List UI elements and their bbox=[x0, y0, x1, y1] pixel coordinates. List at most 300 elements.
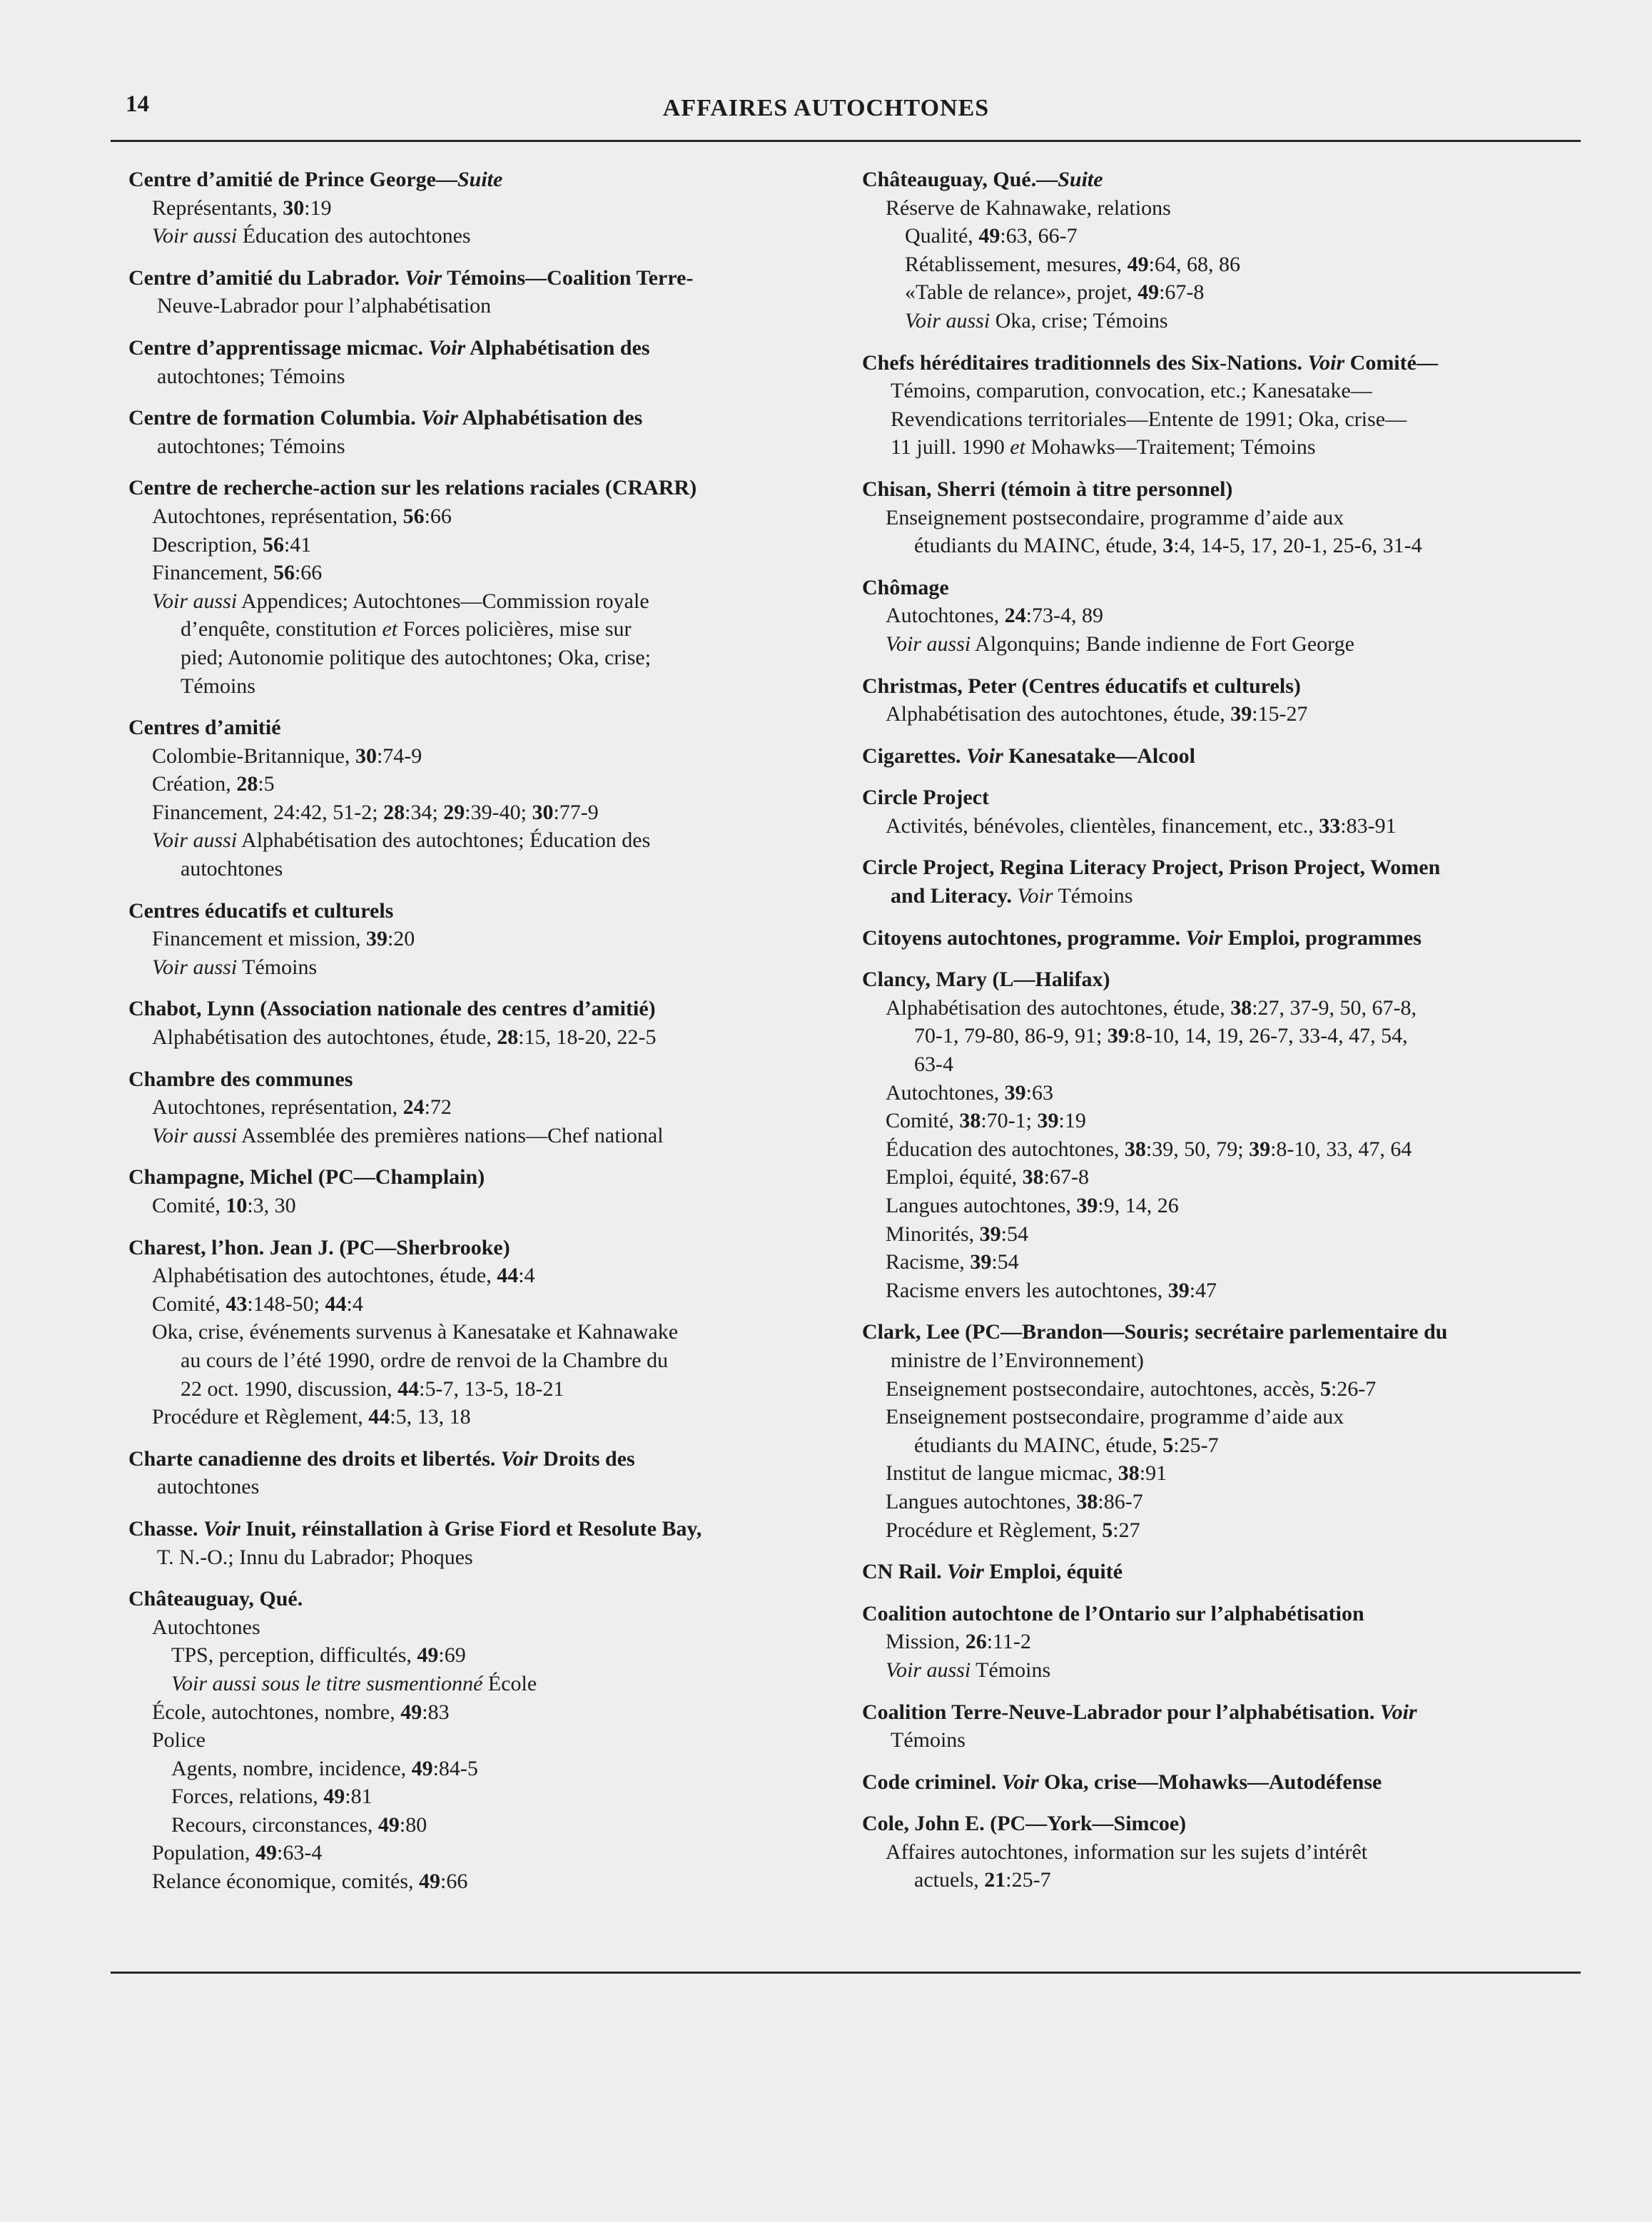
text-run: Description, bbox=[152, 532, 263, 557]
text-run: Alphabétisation des autochtones, étude, bbox=[152, 1264, 497, 1288]
index-column-right bbox=[862, 166, 1576, 1908]
subentry-continuation bbox=[128, 1375, 828, 1404]
text-run bbox=[996, 1770, 1002, 1794]
text-run: 39 bbox=[970, 1250, 992, 1274]
text-run: Forces policières, mise sur bbox=[397, 617, 632, 641]
text-run: Centre de formation Columbia. bbox=[128, 406, 416, 430]
subentry bbox=[862, 602, 1576, 630]
subentry bbox=[862, 1375, 1576, 1404]
text-run: Témoins bbox=[1053, 884, 1133, 908]
entry-heading-continuation bbox=[128, 432, 828, 461]
text-run: Voir bbox=[405, 265, 442, 290]
entry-heading bbox=[128, 404, 828, 432]
entry-heading bbox=[128, 897, 828, 925]
text-run: Témoins bbox=[971, 1658, 1051, 1682]
text-run: Voir bbox=[1379, 1700, 1417, 1724]
text-run: 38 bbox=[1124, 1137, 1146, 1161]
text-run: Châteauguay, Qué.— bbox=[862, 168, 1058, 191]
text-run: Charte canadienne des droits et libertés. bbox=[128, 1446, 496, 1471]
text-run: ministre de l’Environnement) bbox=[891, 1348, 1144, 1372]
entry-heading bbox=[862, 853, 1576, 882]
text-run: (PC—York—Simcoe) bbox=[984, 1812, 1187, 1836]
text-run: Voir bbox=[966, 744, 1003, 768]
text-run: Forces, relations, bbox=[171, 1785, 324, 1809]
text-run: Autochtones, bbox=[886, 604, 1005, 628]
text-run: Cigarettes. bbox=[862, 744, 961, 768]
subentry bbox=[862, 1403, 1576, 1431]
text-run: 49 bbox=[377, 1812, 400, 1837]
subentry bbox=[862, 1277, 1576, 1305]
text-run: 56 bbox=[402, 504, 425, 528]
text-run: :54 bbox=[1000, 1222, 1029, 1246]
text-run: Minorités, bbox=[886, 1222, 980, 1246]
text-run bbox=[423, 336, 429, 360]
text-run: Chômage bbox=[862, 575, 949, 599]
text-run: 49 bbox=[419, 1870, 441, 1894]
entry-heading-continuation bbox=[862, 1726, 1576, 1755]
text-run: and Literacy. bbox=[891, 884, 1012, 908]
subentry-continuation bbox=[128, 672, 828, 701]
text-run: :74-9 bbox=[376, 744, 422, 768]
text-run: Colombie-Britannique, bbox=[152, 744, 355, 768]
text-run: 56 bbox=[273, 561, 295, 585]
text-run: Voir aussi bbox=[152, 224, 238, 248]
index-entry bbox=[128, 1163, 828, 1219]
text-run: Réserve de Kahnawake, relations bbox=[886, 196, 1171, 220]
text-run: 39 bbox=[1076, 1194, 1098, 1217]
index-entry bbox=[128, 897, 828, 982]
text-run: pied; Autonomie politique des autochtones; Oka, crise; bbox=[181, 645, 652, 669]
entry-heading bbox=[128, 264, 828, 293]
entry-heading bbox=[862, 1318, 1576, 1346]
entry-heading bbox=[862, 1810, 1576, 1838]
entry-heading bbox=[128, 334, 828, 362]
text-run: :63 bbox=[1025, 1080, 1053, 1105]
text-run: 49 bbox=[1137, 280, 1160, 305]
text-run: Voir aussi bbox=[886, 1658, 971, 1682]
text-run: Algonquins; Bande indienne de Fort George bbox=[971, 631, 1354, 656]
text-run: Citoyens autochtones, programme. bbox=[862, 925, 1181, 950]
text-run: autochtones bbox=[157, 1475, 260, 1499]
text-run: 39 bbox=[1107, 1024, 1129, 1048]
text-run: 5 bbox=[1319, 1376, 1331, 1401]
text-run: 24 bbox=[1004, 604, 1026, 628]
text-run: :67-8 bbox=[1159, 280, 1205, 305]
text-run: 24 bbox=[402, 1095, 425, 1120]
text-run: 44 bbox=[497, 1264, 519, 1288]
entry-heading bbox=[128, 1065, 828, 1094]
text-run: Assemblée des premières nations—Chef national bbox=[237, 1123, 664, 1147]
text-run: Voir aussi sous le titre susmentionné bbox=[171, 1671, 483, 1695]
subentry bbox=[862, 1192, 1576, 1220]
text-run: Population, bbox=[152, 1841, 256, 1865]
text-run: Création, bbox=[152, 772, 237, 796]
text-run: :47 bbox=[1189, 1278, 1217, 1302]
text-run: Procédure et Règlement, bbox=[152, 1405, 369, 1429]
text-run: École bbox=[482, 1671, 537, 1695]
entry-heading bbox=[862, 349, 1576, 377]
text-run: 49 bbox=[978, 224, 1000, 248]
text-run: :5 bbox=[258, 772, 275, 796]
footer-rule bbox=[111, 1972, 1581, 1974]
text-run: 21 bbox=[984, 1868, 1006, 1892]
text-run: Procédure et Règlement, bbox=[886, 1518, 1103, 1542]
text-run: Autochtones, représentation, bbox=[152, 504, 403, 528]
text-run: Agents, nombre, incidence, bbox=[171, 1756, 412, 1780]
index-entry bbox=[862, 1768, 1576, 1797]
text-run: 49 bbox=[255, 1841, 278, 1865]
text-run: :34; bbox=[405, 800, 444, 824]
text-run: (PC—Champlain) bbox=[313, 1165, 485, 1189]
text-run: et bbox=[1010, 435, 1025, 460]
text-run: autochtones; Témoins bbox=[157, 364, 345, 388]
text-run: Témoins bbox=[181, 674, 255, 698]
index-entry bbox=[128, 1065, 828, 1150]
text-run: Voir bbox=[947, 1560, 984, 1584]
text-run: :26-7 bbox=[1330, 1376, 1377, 1401]
index-entry bbox=[128, 1234, 828, 1431]
subentry bbox=[862, 1516, 1576, 1545]
text-run: 63-4 bbox=[914, 1052, 953, 1077]
text-run: 38 bbox=[1076, 1489, 1098, 1513]
text-run: :64, 68, 86 bbox=[1148, 252, 1240, 276]
text-run: autochtones bbox=[181, 857, 283, 881]
text-run: :4 bbox=[518, 1264, 535, 1288]
entry-heading bbox=[128, 1163, 828, 1192]
entry-heading bbox=[862, 1768, 1576, 1797]
entry-heading bbox=[862, 574, 1576, 602]
text-run: Financement, bbox=[152, 561, 273, 585]
text-run: 38 bbox=[959, 1109, 981, 1133]
text-run: :63-4 bbox=[277, 1841, 323, 1865]
index-entry bbox=[128, 714, 828, 883]
index-entry bbox=[128, 1515, 828, 1571]
text-run: 56 bbox=[262, 532, 284, 557]
text-run: 49 bbox=[411, 1756, 433, 1780]
text-run: (PC—Brandon—Souris; secrétaire parlementaire du bbox=[959, 1320, 1448, 1344]
index-entry bbox=[862, 1698, 1576, 1755]
text-run: Comité, bbox=[152, 1292, 226, 1316]
text-run: Emploi, équité bbox=[983, 1560, 1123, 1584]
subentry bbox=[128, 1318, 828, 1346]
text-run: :5, 13, 18 bbox=[390, 1405, 471, 1429]
subentry bbox=[862, 1628, 1576, 1656]
subentry bbox=[128, 194, 828, 223]
text-run: 49 bbox=[417, 1643, 439, 1668]
text-run: :15, 18-20, 22-5 bbox=[518, 1025, 657, 1050]
entry-heading bbox=[862, 1558, 1576, 1586]
text-run: Voir bbox=[1001, 1770, 1039, 1794]
text-run: :19 bbox=[1058, 1109, 1086, 1133]
text-run: d’enquête, constitution bbox=[181, 617, 382, 641]
subentry bbox=[128, 1698, 828, 1727]
text-run: Alphabétisation des autochtones; Éducation des bbox=[237, 828, 651, 853]
text-run: 30 bbox=[283, 196, 305, 220]
index-entry bbox=[862, 1318, 1576, 1544]
subentry-continuation bbox=[862, 1431, 1576, 1460]
text-run: Clark, Lee bbox=[862, 1320, 960, 1344]
subentry bbox=[862, 1838, 1576, 1867]
index-column-left bbox=[128, 166, 828, 1909]
sub-subentry bbox=[128, 1641, 828, 1670]
text-run: :8-10, 14, 19, 26-7, 33-4, 47, 54, bbox=[1128, 1024, 1408, 1048]
sub-subentry bbox=[862, 278, 1576, 307]
text-run: :70-1; bbox=[980, 1109, 1038, 1133]
index-entry bbox=[862, 672, 1576, 729]
text-run: Racisme, bbox=[886, 1250, 971, 1274]
text-run: 11 juill. 1990 bbox=[891, 435, 1010, 460]
text-run: Autochtones, bbox=[886, 1080, 1005, 1105]
text-run: 29 bbox=[443, 800, 465, 824]
text-run: Financement et mission, bbox=[152, 927, 366, 951]
text-run: Voir aussi bbox=[152, 1123, 238, 1147]
text-run: :15-27 bbox=[1252, 702, 1308, 726]
text-run: Voir bbox=[428, 335, 466, 360]
text-run: 5 bbox=[1162, 1433, 1174, 1457]
text-run: Circle Project bbox=[862, 786, 989, 810]
header-rule bbox=[111, 140, 1581, 142]
index-entry bbox=[128, 1445, 828, 1501]
text-run: Racisme envers les autochtones, bbox=[886, 1278, 1168, 1302]
subentry bbox=[862, 194, 1576, 223]
text-run: 3 bbox=[1162, 534, 1174, 558]
subentry bbox=[862, 1656, 1576, 1685]
text-run: 39 bbox=[1167, 1278, 1190, 1302]
text-run: 44 bbox=[397, 1376, 420, 1401]
text-run: :54 bbox=[991, 1250, 1019, 1274]
index-entry bbox=[862, 853, 1576, 910]
text-run: Comité, bbox=[152, 1194, 226, 1217]
entry-heading-continuation bbox=[862, 377, 1576, 405]
subentry bbox=[128, 953, 828, 982]
subentry bbox=[862, 504, 1576, 532]
text-run: :19 bbox=[304, 196, 332, 220]
entry-heading bbox=[128, 1585, 828, 1613]
subentry bbox=[128, 531, 828, 559]
entry-heading-continuation bbox=[128, 292, 828, 320]
text-run: :77-9 bbox=[553, 800, 599, 824]
text-run: Mission, bbox=[886, 1630, 966, 1654]
index-entry bbox=[128, 474, 828, 700]
text-run: Rétablissement, mesures, bbox=[905, 252, 1127, 276]
subentry bbox=[128, 770, 828, 798]
text-run: Voir aussi bbox=[152, 589, 238, 613]
text-run: 30 bbox=[532, 800, 554, 824]
subentry bbox=[862, 1135, 1576, 1164]
text-run: (L—Halifax) bbox=[986, 968, 1110, 992]
text-run bbox=[400, 266, 405, 290]
text-run bbox=[198, 1517, 204, 1541]
subentry bbox=[862, 1163, 1576, 1192]
subentry bbox=[862, 812, 1576, 841]
running-title: AFFAIRES AUTOCHTONES bbox=[662, 95, 990, 121]
entry-heading bbox=[862, 965, 1576, 994]
text-run: Oka, crise—Mohawks—Autodéfense bbox=[1038, 1770, 1382, 1794]
entry-heading-continuation bbox=[862, 882, 1576, 910]
text-run: Emploi, programmes bbox=[1222, 925, 1422, 950]
subentry bbox=[128, 826, 828, 855]
text-run: Charest, l’hon. Jean J. bbox=[128, 1235, 334, 1259]
subentry bbox=[128, 502, 828, 531]
text-run: 22 oct. 1990, discussion, bbox=[181, 1376, 398, 1401]
text-run: :4 bbox=[346, 1292, 363, 1316]
text-run: Chefs héréditaires traditionnels des Six-Nations. bbox=[862, 350, 1302, 375]
subentry bbox=[862, 1079, 1576, 1107]
text-run: actuels, bbox=[914, 1868, 985, 1892]
text-run: Comité, bbox=[886, 1109, 960, 1133]
subentry bbox=[128, 587, 828, 616]
subentry bbox=[128, 1262, 828, 1290]
text-run: :80 bbox=[399, 1812, 427, 1837]
text-run: :66 bbox=[440, 1870, 468, 1894]
text-run: Éducation des autochtones bbox=[237, 224, 471, 248]
text-run: :41 bbox=[283, 532, 312, 557]
subentry bbox=[128, 1093, 828, 1122]
text-run: Affaires autochtones, information sur les sujets d’intérêt bbox=[886, 1840, 1368, 1864]
entry-heading-continuation bbox=[862, 433, 1576, 462]
subentry bbox=[862, 1248, 1576, 1277]
text-run: Emploi, équité, bbox=[886, 1165, 1023, 1189]
text-run: :73-4, 89 bbox=[1025, 604, 1103, 628]
text-run: :84-5 bbox=[432, 1756, 478, 1780]
text-run: Cole, John E. bbox=[862, 1812, 985, 1836]
text-run: :9, 14, 26 bbox=[1098, 1194, 1179, 1217]
text-run bbox=[1180, 926, 1186, 950]
text-run: Centres d’amitié bbox=[128, 716, 281, 740]
text-run: Oka, crise; Témoins bbox=[990, 308, 1168, 333]
text-run: Voir bbox=[1307, 350, 1345, 375]
text-run: Centre d’amitié du Labrador. bbox=[128, 265, 400, 290]
sub-subentry bbox=[128, 1670, 828, 1698]
subentry-continuation bbox=[862, 1022, 1576, 1050]
text-run: Témoins, comparution, convocation, etc.; Kanesatake— bbox=[891, 379, 1372, 403]
text-run: :67-8 bbox=[1043, 1165, 1089, 1189]
text-run: autochtones; Témoins bbox=[157, 434, 345, 458]
text-run: 39 bbox=[1230, 702, 1252, 726]
text-run: Voir aussi bbox=[905, 308, 990, 333]
subentry bbox=[862, 1488, 1576, 1516]
text-run: 39 bbox=[1037, 1109, 1059, 1133]
index-entry bbox=[128, 995, 828, 1051]
index-entry bbox=[862, 1558, 1576, 1586]
text-run: Suite bbox=[457, 168, 503, 191]
text-run: :81 bbox=[345, 1785, 373, 1809]
subentry bbox=[128, 798, 828, 827]
text-run: Châteauguay, Qué. bbox=[128, 1587, 303, 1611]
index-entry bbox=[862, 965, 1576, 1304]
sub-subentry bbox=[128, 1755, 828, 1783]
text-run: Autochtones, représentation, bbox=[152, 1095, 403, 1120]
text-run: 5 bbox=[1102, 1518, 1113, 1542]
entry-heading bbox=[128, 714, 828, 742]
text-run: 70-1, 79-80, 86-9, 91; bbox=[914, 1024, 1108, 1048]
text-run: 44 bbox=[368, 1405, 390, 1429]
text-run: Centres éducatifs et culturels bbox=[128, 898, 394, 923]
entry-heading bbox=[862, 1698, 1576, 1727]
index-entry bbox=[862, 1600, 1576, 1685]
subentry bbox=[862, 994, 1576, 1023]
text-run: :5-7, 13-5, 18-21 bbox=[419, 1376, 564, 1401]
entry-heading bbox=[862, 924, 1576, 953]
index-entry bbox=[128, 264, 828, 320]
text-run: Témoins—Coalition Terre- bbox=[442, 265, 694, 290]
text-run: Oka, crise, événements survenus à Kanesatake et Kahnawake bbox=[152, 1320, 679, 1344]
text-run: (Association nationale des centres d’amitié) bbox=[254, 997, 656, 1021]
text-run: Chambre des communes bbox=[128, 1067, 353, 1091]
text-run: 38 bbox=[1230, 995, 1252, 1020]
text-run: Code criminel. bbox=[862, 1770, 997, 1794]
entry-heading-continuation bbox=[862, 1346, 1576, 1375]
index-entry bbox=[862, 783, 1576, 840]
text-run: École, autochtones, nombre, bbox=[152, 1700, 401, 1724]
text-run: 28 bbox=[383, 800, 405, 824]
text-run: :39-40; bbox=[465, 800, 532, 824]
text-run: Langues autochtones, bbox=[886, 1489, 1077, 1513]
text-run: :66 bbox=[424, 504, 452, 528]
index-entry bbox=[862, 475, 1576, 560]
text-run: étudiants du MAINC, étude, bbox=[914, 1433, 1163, 1457]
text-run: 49 bbox=[323, 1785, 345, 1809]
text-run: étudiants du MAINC, étude, bbox=[914, 534, 1163, 558]
text-run: Mohawks—Traitement; Témoins bbox=[1025, 435, 1316, 460]
text-run: :20 bbox=[387, 927, 415, 951]
index-entry bbox=[128, 404, 828, 460]
text-run: 43 bbox=[225, 1292, 248, 1316]
text-run: 39 bbox=[365, 927, 387, 951]
text-run: Alphabétisation des autochtones, étude, bbox=[886, 995, 1231, 1020]
subentry-continuation bbox=[128, 855, 828, 883]
text-run: 39 bbox=[1004, 1080, 1026, 1105]
text-run: Voir aussi bbox=[886, 631, 971, 656]
text-run: Autochtones bbox=[152, 1615, 260, 1639]
sub-subentry bbox=[862, 222, 1576, 250]
text-run: Recours, circonstances, bbox=[171, 1812, 378, 1837]
text-run: 49 bbox=[400, 1700, 422, 1724]
text-run: Chasse. bbox=[128, 1516, 198, 1541]
text-run: 38 bbox=[1118, 1461, 1140, 1486]
entry-heading bbox=[128, 1234, 828, 1262]
sub-subentry bbox=[128, 1811, 828, 1840]
text-run: Champagne, Michel bbox=[128, 1165, 313, 1189]
text-run: TPS, perception, difficultés, bbox=[171, 1643, 417, 1668]
text-run: Qualité, bbox=[905, 224, 979, 248]
subentry bbox=[128, 1122, 828, 1150]
text-run: :25-7 bbox=[1173, 1433, 1219, 1457]
text-run: 39 bbox=[1249, 1137, 1271, 1161]
text-run: Témoins bbox=[237, 955, 318, 979]
text-run: 49 bbox=[1127, 252, 1149, 276]
text-run: :27 bbox=[1113, 1518, 1140, 1542]
subentry bbox=[862, 630, 1576, 659]
subentry bbox=[128, 1867, 828, 1896]
subentry bbox=[862, 1220, 1576, 1249]
text-run: :27, 37-9, 50, 67-8, bbox=[1252, 995, 1417, 1020]
text-run: Alphabétisation des bbox=[457, 406, 643, 430]
text-run: :148-50; bbox=[247, 1292, 325, 1316]
sub-subentry bbox=[862, 307, 1576, 335]
text-run bbox=[961, 744, 967, 768]
text-run: Neuve-Labrador pour l’alphabétisation bbox=[157, 294, 492, 318]
subentry bbox=[128, 1403, 828, 1431]
text-run: :83-91 bbox=[1340, 813, 1397, 838]
text-run: Représentants, bbox=[152, 196, 283, 220]
text-run: (Centres éducatifs et culturels) bbox=[1016, 674, 1301, 698]
text-run: Voir aussi bbox=[152, 955, 238, 979]
text-run: 28 bbox=[236, 772, 258, 796]
subentry bbox=[128, 1192, 828, 1220]
text-run: Clancy, Mary bbox=[862, 968, 987, 992]
text-run: Centre d’amitié de Prince George— bbox=[128, 168, 457, 191]
